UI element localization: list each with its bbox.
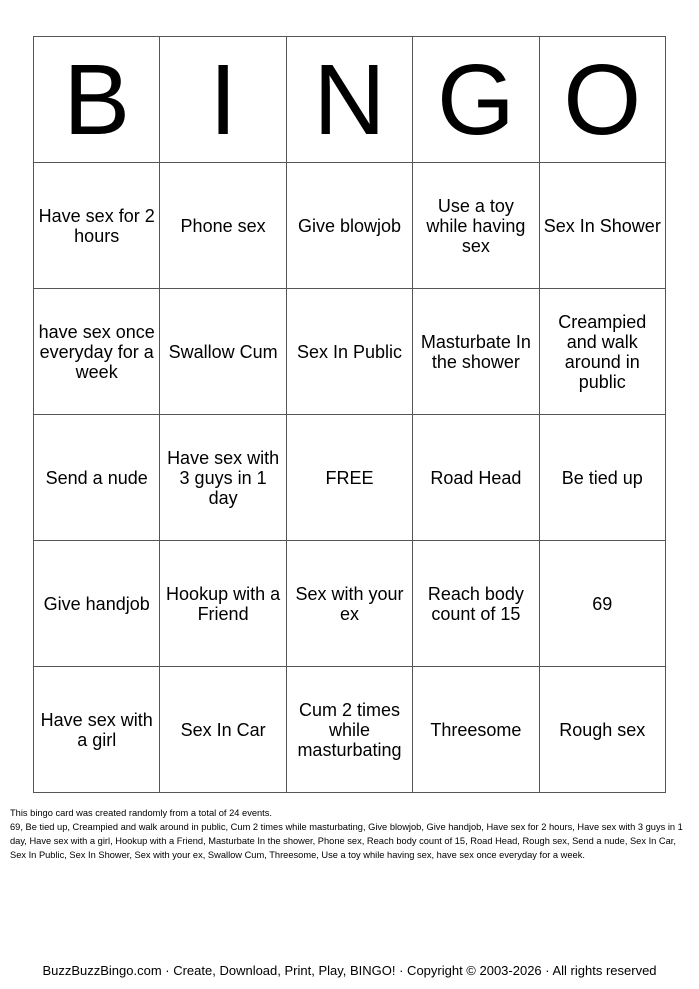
card-info [10,806,690,862]
bingo-row [34,289,666,415]
bingo-row [34,415,666,541]
bingo-row [34,163,666,289]
bingo-cell: Use a toy while having sex [413,163,539,289]
bingo-cell: Have sex for 2 hours [34,163,160,289]
header-letter-g: G [413,37,539,163]
bingo-cell: Masturbate In the shower [413,289,539,415]
bingo-cell: Sex In Shower [539,163,665,289]
bingo-cell: Phone sex [160,163,286,289]
bingo-cell: Swallow Cum [160,289,286,415]
bingo-header-row [34,37,666,163]
header-letter-n: N [286,37,412,163]
bingo-cell: Give handjob [34,541,160,667]
header-letter-i: I [160,37,286,163]
free-space-cell: FREE [286,415,412,541]
bingo-row [34,541,666,667]
bingo-cell: have sex once everyday for a week [34,289,160,415]
bingo-cell: Rough sex [539,667,665,793]
bingo-cell: Road Head [413,415,539,541]
bingo-cell: 69 [539,541,665,667]
card-info-events: 69, Be tied up, Creampied and walk around in public, Cum 2 times while masturbating, Give blowjob, Give handjob, Have sex for 2 hours, Have sex with 3 guys in 1 day, Have sex with a girl, Hookup with a Friend, Masturbate In the shower, Phone sex, Reach body count of 15, Road Head, Rough sex, Send a nude, Sex In Car, Sex In Public, Sex In Shower, Sex with your ex, Swallow Cum, Threesome, Use a toy while having sex, have sex once everyday for a week. [10,822,683,860]
bingo-cell: Hookup with a Friend [160,541,286,667]
bingo-cell: Threesome [413,667,539,793]
bingo-cell: Be tied up [539,415,665,541]
card-info-summary: This bingo card was created randomly from a total of 24 events. [10,808,272,818]
header-letter-o: O [539,37,665,163]
bingo-cell: Sex with your ex [286,541,412,667]
bingo-cell: Cum 2 times while masturbating [286,667,412,793]
bingo-cell: Sex In Public [286,289,412,415]
bingo-row [34,667,666,793]
header-letter-b: B [34,37,160,163]
bingo-cell: Reach body count of 15 [413,541,539,667]
bingo-cell: Sex In Car [160,667,286,793]
bingo-cell: Send a nude [34,415,160,541]
bingo-cell: Give blowjob [286,163,412,289]
bingo-cell: Have sex with 3 guys in 1 day [160,415,286,541]
bingo-card [33,36,666,793]
bingo-cell: Have sex with a girl [34,667,160,793]
page-footer: BuzzBuzzBingo.com · Create, Download, Print, Play, BINGO! · Copyright © 2003-2026 · All rights reserved [42,963,657,978]
bingo-cell: Creampied and walk around in public [539,289,665,415]
